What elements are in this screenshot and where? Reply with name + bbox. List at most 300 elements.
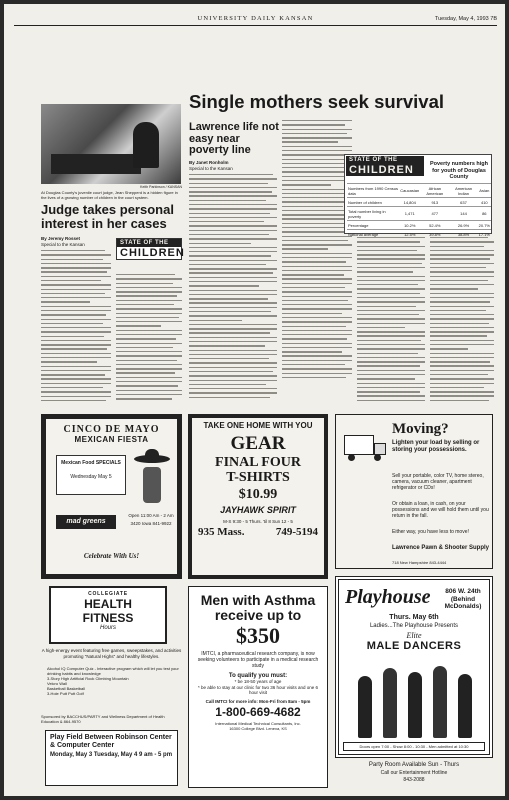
text-line [357, 344, 425, 345]
text-line [282, 326, 346, 327]
judge-headline: Judge takes personal interest in her cases [41, 202, 174, 231]
playhouse-main-box [335, 576, 493, 758]
text-line [357, 400, 425, 401]
text-line [41, 387, 103, 388]
cinco-de-mayo-ad[interactable] [41, 414, 182, 579]
text-line [189, 281, 277, 282]
asthma-title: Men with Asthma receive up to [200, 592, 316, 623]
text-line [282, 206, 343, 207]
text-line [282, 146, 352, 147]
text-line [116, 291, 182, 292]
text-line [41, 310, 111, 311]
text-line [357, 395, 425, 396]
text-line [189, 362, 277, 363]
main-article-col-1 [189, 174, 277, 404]
asthma-qualify: To qualify you must: [228, 673, 288, 679]
fitness-location: Play Field Between Robinson Center & Computer Center [50, 734, 172, 749]
text-line [357, 323, 425, 324]
text-line [41, 280, 101, 281]
text-line [282, 180, 352, 181]
text-line [116, 360, 177, 361]
text-line [282, 270, 352, 271]
text-line [116, 381, 182, 382]
text-line [357, 288, 425, 289]
cinco-subtitle: MEXICAN FIESTA [74, 435, 149, 444]
text-line [430, 293, 494, 294]
text-line [189, 358, 269, 359]
text-line [41, 284, 111, 285]
stats-cell: 17.1% [478, 231, 490, 237]
text-line [357, 374, 425, 375]
moving-address: 718 New Hampshire 843-4444 [392, 560, 447, 565]
text-line [41, 348, 107, 349]
judge-article-col-1 [41, 250, 111, 404]
dancer-figure-icon [383, 668, 397, 738]
text-line [357, 348, 425, 349]
playhouse-footer2: Call our Entertainment Hotline [380, 770, 448, 776]
text-line [282, 334, 352, 335]
text-line [41, 276, 111, 277]
text-line [189, 354, 277, 355]
fitness-title1: HEALTH [84, 597, 132, 611]
asthma-req: * be able to stay at our clinic for two 36 hour visits and one 6 hour visit [197, 684, 319, 695]
text-line [430, 276, 494, 277]
pawn-shop-ad[interactable] [335, 414, 493, 569]
text-line [116, 390, 182, 391]
text-line [430, 284, 494, 285]
moving-p3: Either way, you have less to move! [392, 529, 469, 535]
text-line [430, 327, 494, 328]
asthma-body: IMTCI, a pharmaceutical research company, is now seeking volunteers to participate in a medical research study [197, 651, 319, 669]
text-line [189, 247, 277, 248]
text-line [189, 388, 277, 389]
text-line [116, 287, 182, 288]
text-line [189, 298, 268, 299]
dancer-figure-icon [458, 674, 472, 738]
text-line [189, 277, 277, 278]
text-line [189, 332, 270, 333]
text-line [357, 254, 425, 255]
text-line [282, 129, 352, 130]
fitness-activity: 3-Story High Artificial Rock Climbing Mountain [47, 676, 129, 681]
stats-cell: 26.9% [449, 221, 477, 230]
takeone-contact [192, 524, 324, 538]
text-line [430, 331, 494, 332]
stats-row [347, 198, 491, 207]
moving-p1: Sell your portable, color TV, home stereo, camera, vacuum cleaner, apartment refrigerator or CDs! [392, 473, 484, 491]
text-line [116, 385, 178, 386]
text-line [189, 230, 277, 231]
text-line [41, 336, 104, 337]
text-line [357, 327, 405, 328]
fitness-activity: Basketball Basketball [47, 686, 86, 691]
stats-header-row [347, 184, 491, 198]
text-line [41, 293, 105, 294]
text-line [189, 367, 277, 368]
text-line [282, 283, 352, 284]
cinco-title: CINCO DE MAYO [63, 424, 160, 435]
text-line [41, 259, 103, 260]
stats-col-header: American Indian [449, 184, 477, 198]
text-line [282, 355, 352, 356]
text-line [430, 387, 484, 388]
text-line [430, 314, 494, 315]
text-line [282, 167, 352, 168]
text-line [357, 258, 425, 259]
text-line [189, 174, 273, 175]
text-line [430, 288, 478, 289]
stats-cell: 14,804 [399, 198, 420, 207]
text-line [282, 304, 352, 305]
text-line [282, 257, 352, 258]
text-line [357, 280, 425, 281]
text-line [116, 351, 182, 352]
stats-cell: 10.2% [399, 221, 420, 230]
text-line [282, 210, 352, 211]
stats-row-label: Total number living in poverty [347, 207, 399, 221]
text-line [282, 347, 352, 348]
text-line [116, 295, 177, 296]
text-line [189, 350, 277, 351]
text-line [189, 187, 277, 188]
health-fitness-ad[interactable] [41, 586, 182, 788]
stats-col-header: Asian [478, 184, 491, 198]
page-date: Tuesday, May 4, 1993 7B [434, 16, 497, 22]
text-line [282, 321, 352, 322]
main-byline-name: By Janet Ronholm [189, 160, 229, 165]
text-line [189, 213, 270, 214]
text-line [189, 251, 277, 252]
text-line [116, 347, 173, 348]
text-line [41, 254, 111, 255]
text-line [430, 391, 494, 392]
text-line [41, 263, 111, 264]
text-line [282, 193, 352, 194]
playhouse-footer3: 843-2088 [403, 777, 425, 783]
text-line [189, 268, 277, 269]
text-line [430, 383, 494, 384]
text-line [282, 141, 338, 142]
text-line [189, 397, 270, 398]
text-line [189, 183, 268, 184]
text-line [430, 280, 488, 281]
asthma-phone[interactable]: 1-800-669-4682 [215, 704, 301, 719]
asthma-req: * be 18-50 years of age [234, 679, 282, 684]
text-line [282, 287, 345, 288]
text-line [189, 345, 265, 346]
text-line [357, 361, 425, 362]
text-line [430, 250, 494, 251]
publication-name: UNIVERSITY DAILY KANSAN [197, 15, 314, 22]
text-line [189, 208, 277, 209]
text-line [430, 400, 489, 401]
text-line [282, 317, 352, 318]
text-line [282, 368, 352, 369]
main-headline: Single mothers seek survival [189, 91, 445, 112]
text-line [41, 319, 111, 320]
text-line [41, 301, 90, 302]
text-line [357, 314, 419, 315]
text-line [357, 271, 413, 272]
text-line [282, 137, 352, 138]
text-line [189, 195, 277, 196]
text-line [282, 261, 346, 262]
text-line [430, 297, 494, 298]
jayhawk-spirit-ad[interactable] [188, 414, 328, 579]
stats-cell: 144 [449, 207, 477, 221]
stats-cell: 1,471 [399, 207, 420, 221]
stats-state-line1: STATE OF THE [346, 156, 424, 164]
text-line [282, 214, 352, 215]
stats-label: Numbers from 1990 Census data [348, 185, 399, 196]
stats-cell: 410 [478, 198, 491, 207]
photo-person [133, 122, 159, 168]
dancer-figure-icon [433, 666, 447, 738]
text-line [116, 394, 182, 395]
text-line [189, 290, 277, 291]
text-line [189, 371, 273, 372]
stats-state-box [346, 156, 424, 176]
asthma-amount: $350 [236, 623, 280, 648]
text-line [189, 191, 272, 192]
text-line [430, 340, 494, 341]
judge-byline-role: Special to the Kansan [41, 241, 85, 247]
stats-cell: 477 [420, 207, 449, 221]
text-line [357, 391, 420, 392]
text-line [116, 300, 182, 301]
takeone-brand: JAYHAWK SPIRIT [220, 505, 296, 515]
text-line [189, 311, 271, 312]
text-line [357, 331, 425, 332]
stats-row-label: Percentage [347, 221, 399, 230]
stats-row-label: National average [347, 230, 399, 239]
stats-state-line2: CHILDREN [346, 164, 424, 176]
text-line [116, 343, 182, 344]
asthma-address: 16300 College Blvd. Lenexa, KS [229, 725, 287, 731]
fitness-activity: 3-Hole Putt Putt Golf [47, 691, 84, 696]
text-line [282, 124, 345, 125]
text-line [282, 189, 352, 190]
text-line [282, 223, 352, 224]
text-line [430, 361, 490, 362]
cinco-specials-title: Mexican Food SPECIALS [61, 460, 121, 466]
asthma-call: Call IMTCI for more info: Mon-Fri from 8am - 5pm [205, 698, 311, 704]
text-line [282, 159, 352, 160]
text-line [282, 236, 352, 237]
photo-credit: Keith Parkinson / KANSAN [140, 185, 182, 189]
court-photo [41, 104, 181, 184]
text-line [41, 323, 103, 324]
text-line [282, 133, 347, 134]
stats-row [347, 221, 491, 230]
judge-byline-name: By Jeremy Rosset [41, 236, 81, 241]
playhouse-footer1: Party Room Available Sun - Thurs [368, 762, 460, 768]
text-line [282, 176, 349, 177]
takeone-price: $10.99 [238, 487, 278, 502]
text-line [189, 200, 266, 201]
text-line [430, 353, 494, 354]
text-line [189, 320, 242, 321]
stats-cell: 38.8% [449, 230, 477, 239]
moving-title: Moving? [392, 421, 449, 437]
text-line [116, 304, 174, 305]
playhouse-elite: Elite [406, 631, 422, 640]
judge-state-line1: STATE OF THE [117, 239, 181, 247]
text-line [189, 178, 277, 179]
text-line [357, 353, 418, 354]
playhouse-ad[interactable] [335, 576, 493, 788]
text-line [282, 244, 352, 245]
text-line [430, 301, 490, 302]
text-line [430, 370, 494, 371]
text-line [430, 365, 494, 366]
text-line [189, 234, 269, 235]
playhouse-address: 806 W. 24th (Behind McDonalds) [444, 588, 482, 610]
text-line [357, 293, 420, 294]
text-line [357, 310, 425, 311]
poverty-stats-box [344, 154, 492, 237]
text-line [116, 355, 182, 356]
takeone-title: TAKE ONE HOME WITH YOU [203, 421, 313, 430]
text-line [41, 361, 97, 362]
text-line [282, 296, 352, 297]
text-line [41, 306, 111, 307]
moving-p2: Or obtain a loan, in cash, on your possessions and we will hold them until you return in the fall. [392, 501, 489, 519]
photo-desk [51, 154, 141, 174]
text-line [41, 340, 111, 341]
text-line [41, 250, 105, 251]
moving-brand: Lawrence Pawn & Shooter Supply [392, 545, 490, 551]
text-line [357, 250, 417, 251]
text-line [282, 300, 348, 301]
text-line [282, 274, 344, 275]
main-subhead: Lawrence life not easy near poverty line [189, 121, 279, 157]
text-line [41, 331, 111, 332]
text-line [282, 197, 346, 198]
text-line [282, 278, 352, 279]
text-line [189, 392, 277, 393]
main-byline-role: Special to the Kansan [189, 165, 233, 171]
text-line [357, 335, 425, 336]
text-line [357, 387, 425, 388]
text-line [430, 374, 488, 375]
fitness-intro: A high-energy event featuring free games, sweepstakes, and activities promoting "Natural Highs" and healthy lifestyles. [41, 648, 182, 659]
text-line [189, 243, 251, 244]
text-line [430, 318, 494, 319]
text-line [282, 240, 348, 241]
text-line [357, 284, 418, 285]
text-line [430, 306, 494, 307]
fitness-logo [49, 586, 167, 644]
fitness-title2: FITNESS [82, 611, 134, 625]
text-line [116, 274, 175, 275]
main-byline [189, 160, 279, 171]
text-line [430, 241, 494, 242]
text-line [282, 248, 328, 249]
text-line [357, 246, 425, 247]
text-line [357, 276, 425, 277]
stats-cell: 52.4% [420, 221, 449, 230]
moving-truck-icon [340, 421, 388, 481]
playhouse-ladies: Ladies...The Playhouse Presents [369, 623, 459, 629]
asthma-study-ad[interactable] [188, 586, 328, 788]
text-line [116, 321, 182, 322]
text-line [357, 370, 425, 371]
main-article-col-4 [430, 237, 494, 404]
text-line [282, 364, 345, 365]
text-line [189, 341, 277, 342]
text-line [430, 335, 487, 336]
text-line [41, 327, 111, 328]
text-line [189, 238, 277, 239]
takeone-line3: T-SHIRTS [226, 470, 290, 485]
text-line [282, 120, 352, 121]
text-line [41, 396, 111, 397]
text-line [357, 318, 425, 319]
text-line [116, 334, 182, 335]
text-line [282, 154, 346, 155]
text-line [430, 348, 468, 349]
text-line [116, 364, 182, 365]
judge-state-line2: CHILDREN [117, 247, 181, 259]
fitness-dates: Monday, May 3 Tuesday, May 4 9 am - 5 pm [50, 752, 173, 758]
dancer-figure-icon [408, 672, 422, 738]
text-line [116, 377, 182, 378]
text-line [357, 340, 421, 341]
text-line [189, 264, 266, 265]
stats-cell: 86 [478, 207, 491, 221]
takeone-hours: M-S 9:30 - 5 Thurs. 'til 8 Sun 12 - 5 [223, 519, 293, 524]
text-line [282, 330, 352, 331]
fitness-activity: Alcohol IQ Computer Quiz - Interactive program which will let you test your drinking habits and knowledge [47, 666, 179, 676]
text-line [116, 368, 182, 369]
text-line [357, 297, 425, 298]
stats-row-label: Number of children [347, 198, 399, 207]
text-line [282, 163, 344, 164]
fitness-location-box [45, 730, 178, 786]
text-line [189, 272, 273, 273]
text-line [357, 306, 416, 307]
text-line [41, 314, 106, 315]
text-line [116, 317, 179, 318]
cinco-address: 3420 Iowa 841-9922 [130, 521, 172, 526]
text-line [430, 271, 494, 272]
cinco-brand: mad greens [56, 515, 116, 529]
cinco-day: Wednesday May 5 [70, 474, 112, 480]
text-line [282, 171, 352, 172]
text-line [282, 377, 346, 378]
dancers-figures [353, 658, 477, 738]
text-line [189, 225, 277, 226]
text-line [430, 357, 494, 358]
text-line [430, 246, 484, 247]
text-line [189, 260, 277, 261]
stats-row [347, 207, 491, 221]
text-line [189, 221, 264, 222]
stats-cell: 39.8% [420, 230, 449, 239]
text-line [189, 307, 277, 308]
text-line [41, 370, 111, 371]
text-line [357, 263, 422, 264]
main-article-col-2 [282, 120, 352, 404]
text-line [116, 398, 172, 399]
text-line [282, 308, 352, 309]
fitness-sponsor: Sponsored by BACCHUS/PARTY and Wellness Department of Health Education & 864-9570 [41, 714, 165, 724]
text-line [430, 395, 494, 396]
text-line [357, 267, 425, 268]
stats-title: Poverty numbers high for youth of Douglas County [429, 161, 489, 180]
text-line [189, 255, 271, 256]
